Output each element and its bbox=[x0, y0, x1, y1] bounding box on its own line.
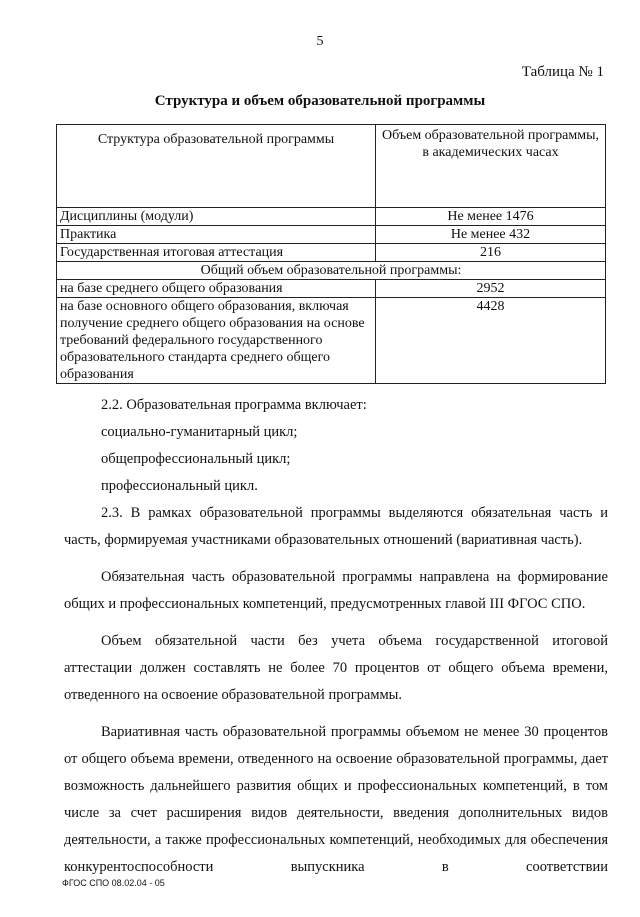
row-value-cell: Не менее 432 bbox=[376, 226, 606, 244]
program-structure-table bbox=[56, 124, 606, 384]
paragraph-variative-part: Вариативная часть образовательной программы объемом не менее 30 процентов от общего объема времени, отведенного на освоение образовательной программы, дает возможность дальнейшего развития общих и профессиональных компетенций, в том числе за счет расширения видов деятельности, введения дополнительных видов деятельности, а также профессиональных компетенций, необходимых для обеспечения конкурентоспособности выпускника в соответствии bbox=[64, 724, 608, 875]
table-row bbox=[57, 226, 606, 244]
header-structure-cell: Структура образовательной программы bbox=[57, 125, 376, 208]
table-row bbox=[57, 280, 606, 298]
body-text bbox=[64, 392, 608, 881]
header-volume-cell: Объем образовательной программы, в академических часах bbox=[376, 125, 606, 208]
table-header-row bbox=[57, 125, 606, 208]
list-item: общепрофессиональный цикл; bbox=[101, 451, 291, 467]
total-volume-header-cell: Общий объем образовательной программы: bbox=[57, 262, 606, 280]
row-name-cell: Государственная итоговая аттестация bbox=[57, 244, 376, 262]
paragraph-mandatory-part: Обязательная часть образовательной программы направлена на формирование общих и профессиональных компетенций, предусмотренных главой III ФГОС СПО. bbox=[64, 569, 608, 612]
paragraph-mandatory-volume: Объем обязательной части без учета объема государственной итоговой аттестации должен составлять не более 70 процентов от общего объема времени, отведенного на освоение образовательной программы. bbox=[64, 633, 608, 703]
document-title: Структура и объем образовательной программы bbox=[154, 93, 486, 109]
row-name-cell: Дисциплины (модули) bbox=[57, 208, 376, 226]
table-row bbox=[57, 298, 606, 384]
row-value-cell: 2952 bbox=[376, 280, 606, 298]
paragraph-2-2: 2.2. Образовательная программа включает: bbox=[101, 397, 367, 413]
row-name-cell: на базе среднего общего образования bbox=[57, 280, 376, 298]
paragraph-2-3: 2.3. В рамках образовательной программы выделяются обязательная часть и часть, формируемая участниками образовательных отношений (вариативная часть). bbox=[64, 505, 608, 548]
page-number: 5 bbox=[316, 34, 324, 49]
table-row bbox=[57, 244, 606, 262]
total-volume-header-row bbox=[57, 262, 606, 280]
list-item: профессиональный цикл. bbox=[101, 478, 258, 494]
footer-code: ФГОС СПО 08.02.04 - 05 bbox=[62, 878, 165, 888]
table-row bbox=[57, 208, 606, 226]
row-name-cell: Практика bbox=[57, 226, 376, 244]
list-item: социально-гуманитарный цикл; bbox=[101, 424, 298, 440]
row-value-cell: Не менее 1476 bbox=[376, 208, 606, 226]
table-label: Таблица № 1 bbox=[521, 64, 604, 80]
row-value-cell: 216 bbox=[376, 244, 606, 262]
row-value-cell: 4428 bbox=[376, 298, 606, 384]
row-name-cell: на базе основного общего образования, включая получение среднего общего образования на основе требований федерального государственного образовательного стандарта среднего общего образования bbox=[57, 298, 376, 384]
